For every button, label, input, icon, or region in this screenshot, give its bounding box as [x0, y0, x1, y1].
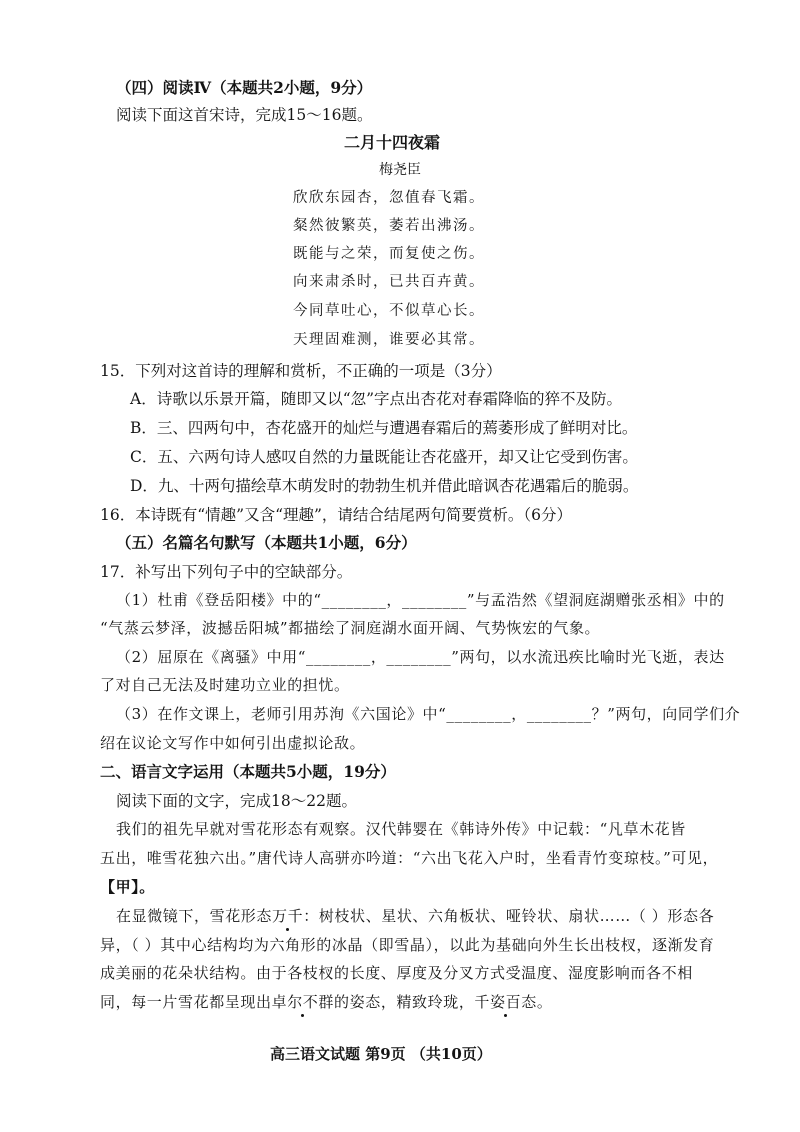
- q17-item3: （3）在作文课上，老师引用苏洵《六国论》中“________，________？”两句，向同学们介: [116, 705, 741, 723]
- dotted-phrase: 卓尔不群: [271, 993, 335, 1011]
- section5-heading: （五）名篇名句默写（本题共1小题，6分）: [116, 533, 417, 552]
- passage-text: ：树枝状、星状、六角板状、哑铃状、扇状……（ ）形态各: [303, 907, 715, 925]
- poem-line: 既能与之荣，而复使之伤。: [293, 246, 485, 262]
- poem-line: 天理固难测，谁要必其常。: [293, 332, 485, 348]
- poem-title: 二月十四夜霜: [344, 133, 441, 152]
- passage-p1-line: 【甲】。: [100, 878, 155, 896]
- q17-stem: 17．补写出下列句子中的空缺部分。: [100, 563, 353, 581]
- section4-intro: 阅读下面这首宋诗，完成15～16题。: [116, 106, 373, 124]
- q17-item2-cont: 了对自己无法及时建功立业的担忧。: [100, 676, 350, 694]
- q17-item1: （1）杜甫《登岳阳楼》中的“________，________”与孟浩然《望洞庭湖赠张丞相》中的: [116, 591, 725, 609]
- dotted-phrase: 千姿百态: [474, 993, 537, 1011]
- q16-stem: 16．本诗既有“情趣”又含“理趣”，请结合结尾两句简要赏析。（6分）: [100, 506, 573, 524]
- q15-option-d: D．九、十两句描绘草木萌发时的勃勃生机并借此暗讽杏花遇霜后的脆弱。: [130, 477, 639, 495]
- section4-heading: （四）阅读Ⅳ（本题共2小题，9分）: [116, 78, 373, 97]
- passage-p2-line: [116, 906, 714, 926]
- part2-heading: 二、语言文字运用（本题共5小题，19分）: [100, 762, 396, 781]
- passage-text: 在显微镜下，雪花形态: [116, 907, 273, 925]
- poem-line: 欣欣东园杏，忽值春飞霜。: [293, 190, 485, 206]
- q17-item3-cont: 绍在议论文写作中如何引出虚拟论敌。: [100, 734, 366, 752]
- q15-option-b: B．三、四两句中，杏花盛开的灿烂与遭遇春霜后的蔫萎形成了鲜明对比。: [130, 419, 638, 437]
- part2-intro: 阅读下面的文字，完成18～22题。: [116, 792, 357, 810]
- passage-text: 。: [536, 993, 553, 1011]
- passage-p2-line: 成美丽的花朵状结构。由于各枝杈的长度、厚度及分叉方式受温度、湿度影响而各不相: [100, 964, 693, 982]
- passage-text: 同，每一片雪花都呈现出: [100, 993, 272, 1011]
- passage-p1-line: 我们的祖先早就对雪花形态有观察。汉代韩婴在《韩诗外传》中记载：“凡草木花皆: [116, 820, 686, 838]
- poem-line: 粲然彼繁英，萎若出沸汤。: [293, 218, 485, 234]
- q15-stem: 15．下列对这首诗的理解和赏析，不正确的一项是（3分）: [100, 362, 502, 380]
- passage-p2-line: [100, 992, 552, 1012]
- passage-text: 的姿态，精致玲珑，: [334, 993, 475, 1011]
- q17-item1-cont: “气蒸云梦泽，波撼岳阳城”都描绘了洞庭湖水面开阔、气势恢宏的气象。: [100, 619, 601, 637]
- poem-line: 向来肃杀时，已共百卉黄。: [293, 274, 485, 290]
- q15-option-c: C．五、六两句诗人感叹自然的力量既能让杏花盛开，却又让它受到伤害。: [130, 448, 638, 466]
- passage-p1-line: 五出，唯雪花独六出。”唐代诗人高骈亦吟道：“六出飞花入户时，坐看青竹变琼枝。”可见，: [100, 849, 719, 867]
- q17-item2: （2）屈原在《离骚》中用“________，________”两句，以水流迅疾比喻时光飞逝，表达: [116, 648, 725, 666]
- page-footer: 高三语文试题 第9页 （共10页）: [270, 1045, 492, 1063]
- passage-p2-line: 异，（ ）其中心结构均为六角形的冰晶（即雪晶），以此为基础向外生长出枝杈，逐渐发育: [100, 936, 715, 954]
- poem-line: 今同草吐心，不似草心长。: [293, 303, 485, 319]
- dotted-phrase: 万千: [272, 907, 304, 925]
- poem-author: 梅尧臣: [379, 162, 421, 178]
- q15-option-a: A．诗歌以乐景开篇，随即又以“忽”字点出杏花对春霜降临的猝不及防。: [130, 390, 623, 408]
